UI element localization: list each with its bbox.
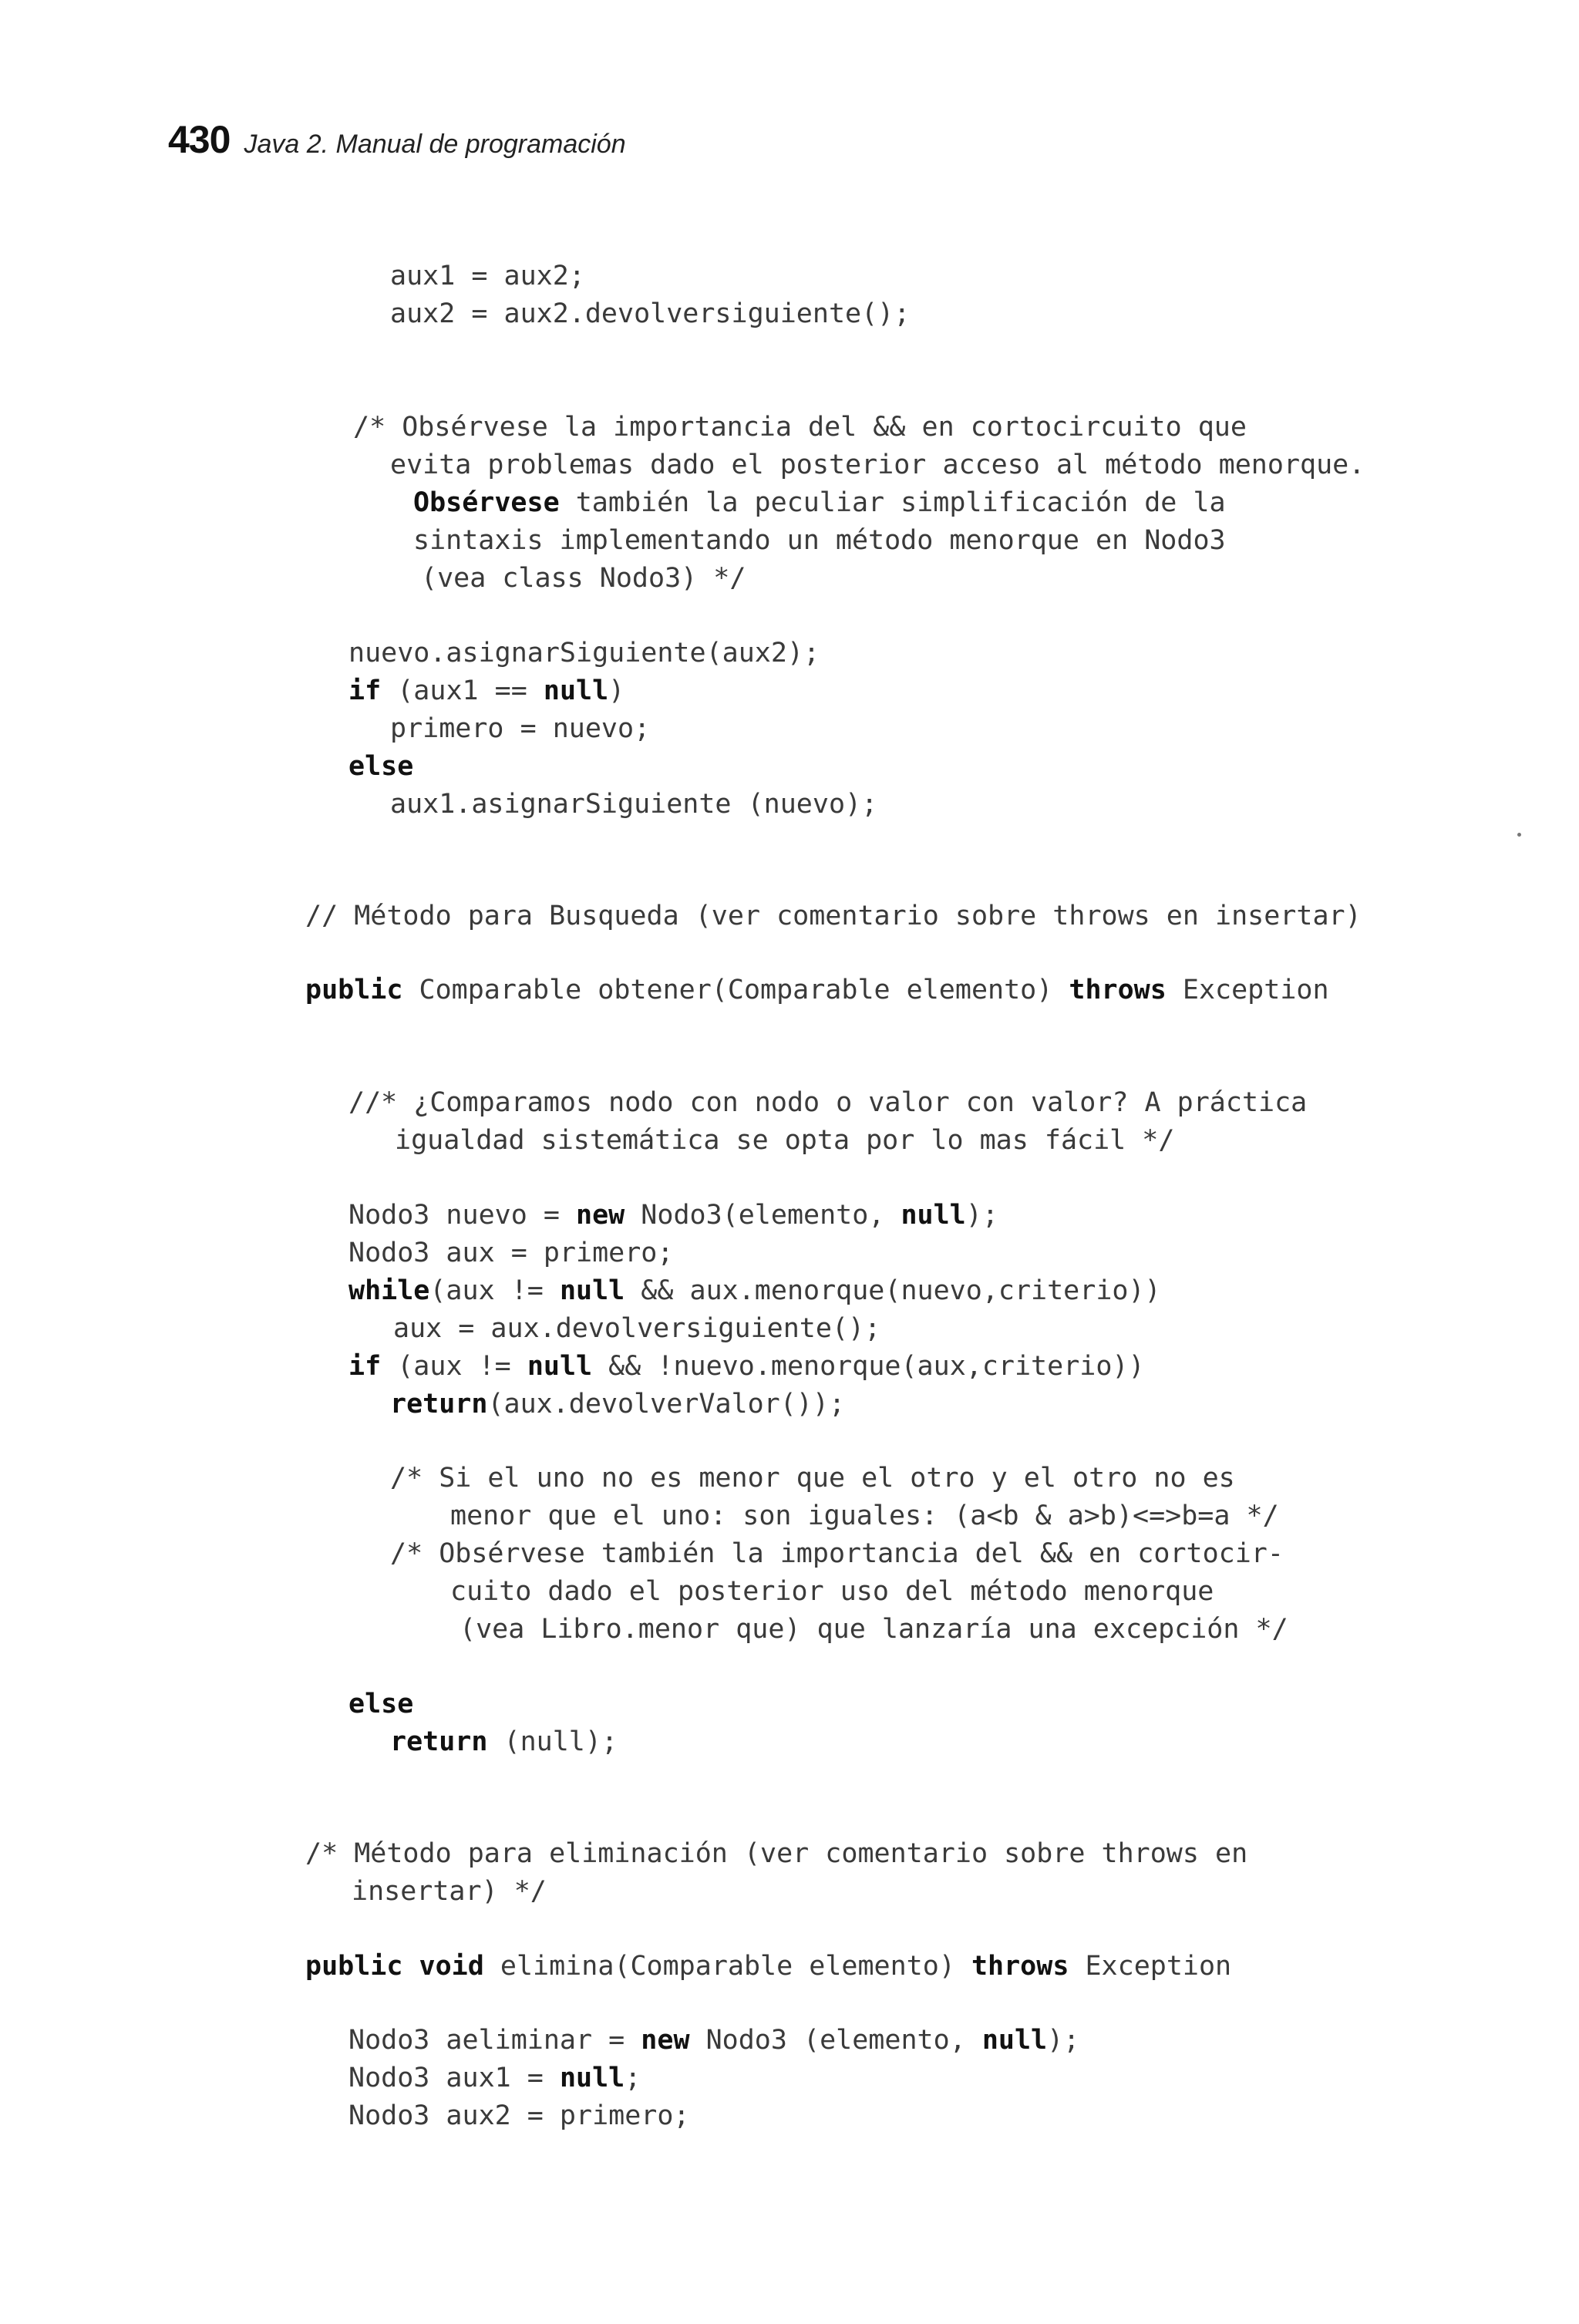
code-keyword: else xyxy=(348,1689,414,1719)
code-text: (aux1 == xyxy=(381,675,544,706)
code-text: /* Obsérvese la importancia del && en cortocircuito que xyxy=(353,412,1247,443)
code-text: Comparable obtener(Comparable elemento) xyxy=(402,975,1069,1005)
code-keyword: return xyxy=(390,1389,488,1420)
code-keyword: throws xyxy=(971,1951,1069,1982)
code-keyword: null xyxy=(901,1200,966,1231)
code-line xyxy=(305,1836,1247,1871)
code-line xyxy=(390,1536,1284,1571)
code-line xyxy=(390,711,650,746)
code-text: aux = aux.devolversiguiente(); xyxy=(393,1313,881,1344)
code-text: && !nuevo.menorque(aux,criterio)) xyxy=(592,1351,1145,1382)
code-line xyxy=(348,2060,641,2096)
code-text: (aux != xyxy=(429,1275,560,1306)
code-text: Nodo3 (elemento, xyxy=(689,2025,982,2056)
code-keyword: else xyxy=(348,751,414,782)
code-text: /* Obsérvese también la importancia del && en cortocir- xyxy=(390,1538,1284,1569)
code-line xyxy=(348,749,413,784)
code-keyword: null xyxy=(527,1351,593,1382)
code-text: aux1 = aux2; xyxy=(390,261,585,291)
code-line xyxy=(390,296,910,332)
code-keyword: Obsérvese xyxy=(413,487,560,518)
code-text: Nodo3 aeliminar = xyxy=(348,2025,641,2056)
code-text: Exception xyxy=(1069,1951,1232,1982)
code-line xyxy=(393,1311,880,1346)
code-keyword: return xyxy=(390,1726,488,1757)
code-text: Nodo3 aux2 = primero; xyxy=(348,2100,690,2131)
print-speck xyxy=(1517,833,1521,837)
code-text: ); xyxy=(965,1200,998,1231)
code-keyword: null xyxy=(981,2025,1048,2056)
code-text: menor que el uno: son iguales: (a<b & a>b)<=>b=a */ xyxy=(450,1500,1279,1531)
code-line xyxy=(348,1235,673,1271)
code-text: igualdad sistemática se opta por lo mas fácil */ xyxy=(395,1125,1175,1156)
code-line xyxy=(348,1686,413,1722)
code-line xyxy=(348,635,820,671)
code-text: aux1.asignarSiguiente (nuevo); xyxy=(390,789,878,820)
code-keyword: throws xyxy=(1069,975,1167,1005)
code-line xyxy=(421,561,746,596)
code-line xyxy=(352,1874,547,1909)
code-text: // Método para Busqueda (ver comentario sobre throws en insertar) xyxy=(305,901,1362,931)
code-line xyxy=(450,1574,1214,1609)
code-line xyxy=(395,1123,1174,1158)
code-keyword: new xyxy=(641,2025,690,2056)
code-line xyxy=(348,1197,998,1233)
code-text: ); xyxy=(1047,2025,1080,2056)
code-text: insertar) */ xyxy=(352,1876,547,1907)
code-line xyxy=(348,2098,690,2134)
code-text: Nodo3 aux = primero; xyxy=(348,1238,674,1268)
code-keyword: while xyxy=(348,1275,430,1306)
code-line xyxy=(348,1273,1161,1309)
code-line xyxy=(348,2023,1079,2058)
code-text: sintaxis implementando un método menorque en Nodo3 xyxy=(413,525,1226,556)
code-keyword: if xyxy=(348,1351,382,1382)
code-keyword: null xyxy=(543,675,609,706)
code-line xyxy=(390,1724,618,1760)
code-text: (null); xyxy=(487,1726,618,1757)
code-text: también la peculiar simplificación de la xyxy=(559,487,1226,518)
code-text: Nodo3 aux1 = xyxy=(348,2063,560,2093)
code-keyword: null xyxy=(559,1275,625,1306)
code-text: (aux != xyxy=(381,1351,527,1382)
code-text: evita problemas dado el posterior acceso al método menorque. xyxy=(390,450,1365,480)
code-line xyxy=(390,786,877,822)
code-keyword: null xyxy=(559,2063,625,2093)
code-line xyxy=(348,1085,1307,1120)
code-text: aux2 = aux2.devolversiguiente(); xyxy=(390,298,911,329)
code-text: (vea Libro.menor que) que lanzaría una excepción */ xyxy=(460,1614,1288,1645)
code-line xyxy=(353,409,1247,445)
code-line xyxy=(413,485,1226,520)
code-keyword: if xyxy=(348,675,382,706)
code-text: Nodo3(elemento, xyxy=(625,1200,901,1231)
code-text xyxy=(402,1951,419,1982)
code-line xyxy=(305,1948,1231,1984)
code-line xyxy=(390,258,585,294)
code-line xyxy=(305,898,1362,934)
code-line xyxy=(348,1349,1145,1384)
code-line xyxy=(460,1612,1288,1647)
code-keyword: new xyxy=(576,1200,625,1231)
code-line xyxy=(390,447,1365,483)
page-number: 430 xyxy=(168,118,231,161)
code-text: Nodo3 nuevo = xyxy=(348,1200,577,1231)
code-text: primero = nuevo; xyxy=(390,713,651,744)
code-text: /* Si el uno no es menor que el otro y el otro no es xyxy=(390,1463,1235,1494)
code-line xyxy=(413,523,1226,558)
code-text: && aux.menorque(nuevo,criterio)) xyxy=(625,1275,1161,1306)
code-keyword: public xyxy=(305,1951,403,1982)
code-text: (vea class Nodo3) */ xyxy=(421,563,746,594)
code-text: ; xyxy=(625,2063,641,2093)
code-text: Exception xyxy=(1166,975,1329,1005)
book-title: Java 2. Manual de programación xyxy=(244,130,626,159)
code-line xyxy=(390,1460,1235,1496)
code-text: ) xyxy=(608,675,625,706)
code-text: //* ¿Comparamos nodo con nodo o valor con valor? A práctica xyxy=(348,1087,1308,1118)
code-keyword: public xyxy=(305,975,403,1005)
code-line xyxy=(390,1386,845,1422)
code-line xyxy=(450,1498,1279,1534)
code-text: nuevo.asignarSiguiente(aux2); xyxy=(348,638,820,669)
code-line xyxy=(305,972,1329,1008)
code-keyword: void xyxy=(419,1951,484,1982)
code-text: (aux.devolverValor()); xyxy=(487,1389,846,1420)
code-text: /* Método para eliminación (ver comentario sobre throws en xyxy=(305,1838,1248,1869)
code-text: elimina(Comparable elemento) xyxy=(483,1951,971,1982)
code-text: cuito dado el posterior uso del método menorque xyxy=(450,1576,1214,1607)
code-line xyxy=(348,673,625,709)
